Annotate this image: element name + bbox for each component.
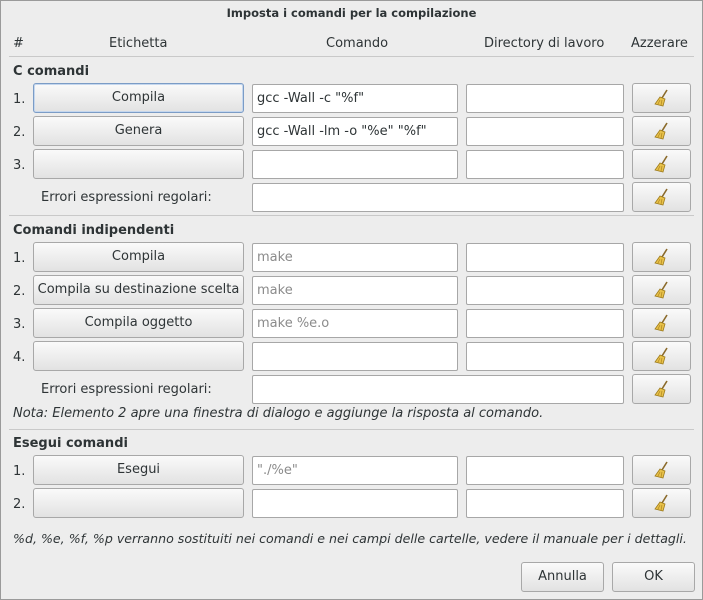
independent-2-reset-button[interactable] (632, 275, 691, 305)
independent-regex-input[interactable] (252, 375, 624, 404)
row-number: 2. (13, 497, 26, 512)
column-header-command: Comando (326, 36, 389, 51)
dialog-title: Imposta i comandi per la compilazione (226, 6, 477, 20)
c-command-1-reset-button[interactable] (632, 83, 691, 113)
independent-2-dir-input[interactable] (466, 276, 624, 305)
row-number: 4. (13, 350, 26, 365)
broom-icon (654, 89, 670, 107)
c-command-3-dir-input[interactable] (466, 150, 624, 179)
execute-2-dir-input[interactable] (466, 489, 624, 518)
independent-4-label-button[interactable] (33, 341, 244, 371)
broom-icon (654, 188, 670, 206)
column-header-reset: Azzerare (631, 36, 688, 51)
broom-icon (654, 281, 670, 299)
row-number: 2. (13, 125, 26, 140)
independent-3-command-input[interactable]: make %e.o (252, 309, 458, 338)
execute-1-reset-button[interactable] (632, 455, 691, 485)
independent-4-reset-button[interactable] (632, 341, 691, 371)
broom-icon (654, 122, 670, 140)
row-number: 2. (13, 284, 26, 299)
independent-2-command-input[interactable]: make (252, 276, 458, 305)
execute-2-label-button[interactable] (33, 488, 244, 518)
independent-3-label-button[interactable]: Compila oggetto (33, 308, 244, 338)
ok-button[interactable]: OK (612, 562, 695, 592)
execute-1-command-input[interactable]: "./%e" (252, 456, 458, 485)
section-title-c-commands: C comandi (13, 64, 90, 79)
execute-1-label-button[interactable]: Esegui (33, 455, 244, 485)
c-command-1-command-input[interactable]: gcc -Wall -c "%f" (252, 84, 458, 113)
column-header-number: # (13, 36, 24, 51)
cancel-button[interactable]: Annulla (521, 562, 604, 592)
independent-1-reset-button[interactable] (632, 242, 691, 272)
c-command-1-dir-input[interactable] (466, 84, 624, 113)
c-command-3-label-button[interactable] (33, 149, 244, 179)
c-regex-label: Errori espressioni regolari: (41, 190, 212, 205)
column-header-working-dir: Directory di lavoro (484, 36, 605, 51)
c-regex-reset-button[interactable] (632, 182, 691, 212)
independent-1-dir-input[interactable] (466, 243, 624, 272)
broom-icon (654, 380, 670, 398)
separator (9, 56, 694, 57)
c-command-2-label-button[interactable]: Genera (33, 116, 244, 146)
row-number: 3. (13, 317, 26, 332)
broom-icon (654, 248, 670, 266)
broom-icon (654, 461, 670, 479)
execute-2-reset-button[interactable] (632, 488, 691, 518)
independent-regex-label: Errori espressioni regolari: (41, 382, 212, 397)
placeholder-note: %d, %e, %f, %p verranno sostituiti nei comandi e nei campi delle cartelle, vedere il manuale per i dettagli. (13, 531, 687, 546)
c-command-3-command-input[interactable] (252, 150, 458, 179)
row-number: 1. (13, 251, 26, 266)
row-number: 1. (13, 464, 26, 479)
c-command-2-dir-input[interactable] (466, 117, 624, 146)
section-title-independent: Comandi indipendenti (13, 223, 175, 238)
independent-3-reset-button[interactable] (632, 308, 691, 338)
independent-1-command-input[interactable]: make (252, 243, 458, 272)
broom-icon (654, 155, 670, 173)
column-header-label: Etichetta (109, 36, 168, 51)
broom-icon (654, 314, 670, 332)
independent-2-label-button[interactable]: Compila su destinazione scelta (33, 275, 244, 305)
c-regex-input[interactable] (252, 183, 624, 212)
c-command-1-label-button[interactable]: Compila (33, 83, 244, 113)
row-number: 1. (13, 92, 26, 107)
independent-4-dir-input[interactable] (466, 342, 624, 371)
c-command-2-command-input[interactable]: gcc -Wall -lm -o "%e" "%f" (252, 117, 458, 146)
execute-2-command-input[interactable] (252, 489, 458, 518)
broom-icon (654, 347, 670, 365)
c-command-3-reset-button[interactable] (632, 149, 691, 179)
independent-4-command-input[interactable] (252, 342, 458, 371)
independent-1-label-button[interactable]: Compila (33, 242, 244, 272)
independent-3-dir-input[interactable] (466, 309, 624, 338)
row-number: 3. (13, 158, 26, 173)
c-command-2-reset-button[interactable] (632, 116, 691, 146)
separator (9, 215, 694, 216)
separator (9, 429, 694, 430)
independent-note: Nota: Elemento 2 apre una finestra di dialogo e aggiunge la risposta al comando. (13, 406, 544, 421)
section-title-execute: Esegui comandi (13, 436, 128, 451)
independent-regex-reset-button[interactable] (632, 374, 691, 404)
execute-1-dir-input[interactable] (466, 456, 624, 485)
broom-icon (654, 494, 670, 512)
